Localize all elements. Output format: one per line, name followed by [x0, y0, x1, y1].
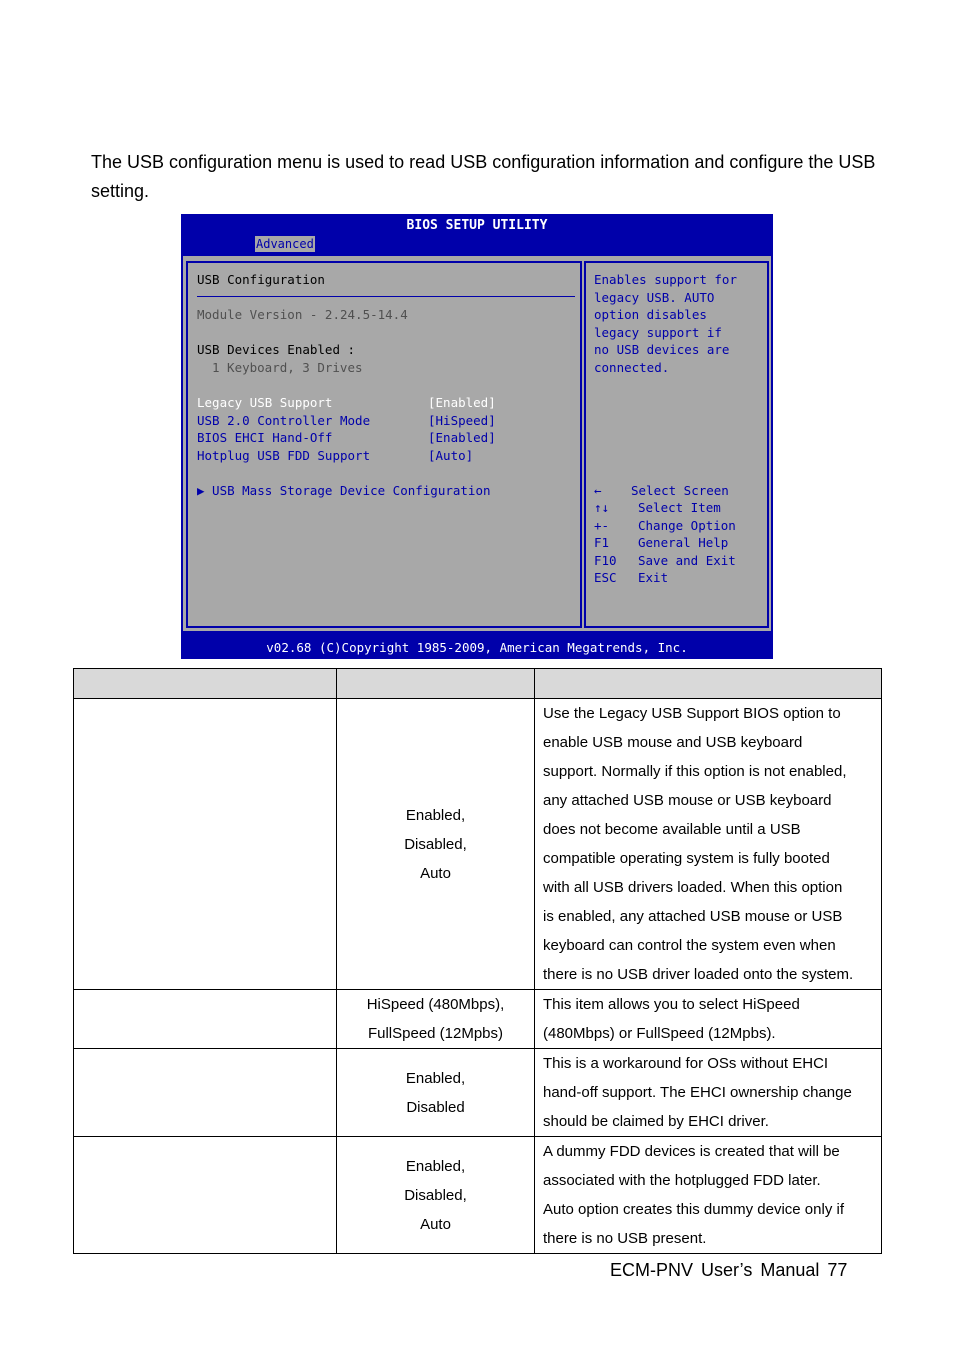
item-cell: [74, 1137, 337, 1254]
description-line: Use the Legacy USB Support BIOS option to: [543, 705, 841, 722]
description-cell: [535, 1137, 882, 1254]
section-divider: [197, 296, 575, 297]
key-esc: ESC: [594, 570, 617, 585]
description-cell: [535, 699, 882, 990]
option-value: FullSpeed (12Mpbs): [367, 1025, 504, 1042]
description-line: with all USB drivers loaded. When this option: [543, 879, 843, 896]
key-left-right-icon: ←: [594, 483, 602, 498]
item-cell: [74, 990, 337, 1049]
option-value: Disabled: [406, 1098, 465, 1116]
help-line: legacy USB. AUTO: [594, 290, 715, 305]
key-f1: F1: [594, 535, 610, 550]
description-line: keyboard can control the system even when: [543, 937, 836, 954]
description-line: should be claimed by EHCI driver.: [543, 1113, 769, 1130]
help-line: option disables: [594, 307, 707, 322]
bios-screenshot: [181, 214, 773, 659]
description-line: A dummy FDD devices is created that will be: [543, 1143, 840, 1160]
section-title: USB Configuration: [197, 272, 325, 287]
description-line: does not become available until a USB: [543, 821, 801, 838]
table-header-cell: [74, 669, 337, 699]
description-cell: [535, 1049, 882, 1137]
description-line: associated with the hotplugged FDD later.: [543, 1172, 821, 1189]
options-cell: [337, 699, 535, 990]
help-line: no USB devices are: [594, 342, 730, 357]
usb-devices-label: USB Devices Enabled :: [197, 342, 356, 357]
description-line: there is no USB driver loaded onto the system.: [543, 966, 854, 983]
submenu-usb-mass-storage[interactable]: ▶ USB Mass Storage Device Configuration: [197, 483, 491, 498]
table-header-cell: [535, 669, 882, 699]
bios-title: BIOS SETUP UTILITY: [406, 218, 548, 233]
key-action: Exit: [638, 570, 669, 585]
page-footer: ECM-PNV User’s Manual 77: [610, 1260, 848, 1280]
options-cell: [337, 1049, 535, 1137]
menu-item-hotplug-usb-fdd[interactable]: Hotplug USB FDD Support: [197, 448, 371, 463]
description-line: compatible operating system is fully booted: [543, 850, 830, 867]
tab-advanced[interactable]: Advanced: [256, 237, 314, 251]
module-version: Module Version - 2.24.5-14.4: [197, 307, 408, 322]
description-line: hand-off support. The EHCI ownership change: [543, 1084, 852, 1101]
options-table: [73, 668, 882, 1254]
description-line: (480Mbps) or FullSpeed (12Mpbs).: [543, 1025, 776, 1042]
bios-help-panel: [584, 261, 769, 628]
menu-value-legacy-usb-support[interactable]: [Enabled]: [428, 395, 496, 410]
option-value: Enabled,: [405, 806, 466, 824]
menu-value-usb-controller-mode[interactable]: [HiSpeed]: [428, 413, 496, 428]
menu-value-hotplug-usb-fdd[interactable]: [Auto]: [428, 448, 474, 463]
key-plus-minus: +-: [594, 518, 610, 533]
table-row: [74, 699, 882, 990]
key-action: Select Item: [638, 500, 721, 515]
description-line: Auto option creates this dummy device only if: [543, 1201, 844, 1218]
key-action: Change Option: [638, 518, 736, 533]
key-action: General Help: [638, 535, 729, 550]
key-up-down-icon: ↑↓: [594, 500, 610, 515]
option-value: Disabled,: [404, 835, 467, 853]
description-cell: [535, 990, 882, 1049]
usb-devices-value: 1 Keyboard, 3 Drives: [212, 360, 363, 375]
menu-item-bios-ehci-hand-off[interactable]: BIOS EHCI Hand-Off: [197, 430, 333, 445]
option-value: HiSpeed (480Mbps),: [366, 996, 505, 1013]
key-action: Save and Exit: [638, 553, 736, 568]
help-line: Enables support for: [594, 272, 737, 287]
menu-value-bios-ehci-hand-off[interactable]: [Enabled]: [428, 430, 496, 445]
option-value: Enabled,: [405, 1157, 466, 1175]
intro-paragraph: The USB configuration menu is used to read USB configuration information and configure the USB setting.: [91, 152, 876, 201]
option-value: Enabled,: [405, 1069, 466, 1087]
item-cell: [74, 1049, 337, 1137]
key-f10: F10: [594, 553, 617, 568]
help-line: legacy support if: [594, 325, 722, 340]
bios-body: [183, 256, 771, 631]
key-action: Select Screen: [631, 483, 729, 498]
option-value: Auto: [420, 1215, 451, 1233]
option-value: Disabled,: [404, 1186, 467, 1204]
table-header-cell: [337, 669, 535, 699]
options-cell: [337, 990, 535, 1049]
menu-item-usb-controller-mode[interactable]: USB 2.0 Controller Mode: [197, 413, 371, 428]
bios-copyright: v02.68 (C)Copyright 1985-2009, American Megatrends, Inc.: [266, 640, 688, 655]
description-line: This is a workaround for OSs without EHCI: [543, 1055, 829, 1072]
table-row: [74, 1137, 882, 1254]
bios-tab-bar: [181, 235, 773, 253]
options-cell: [337, 1137, 535, 1254]
table-header-row: [74, 669, 882, 699]
option-value: Auto: [420, 864, 451, 882]
description-line: is enabled, any attached USB mouse or USB: [543, 908, 843, 925]
table-row: [74, 1049, 882, 1137]
description-line: support. Normally if this option is not enabled,: [543, 763, 847, 780]
bios-main-panel: [186, 261, 582, 628]
description-line: This item allows you to select HiSpeed: [543, 996, 800, 1013]
menu-item-legacy-usb-support[interactable]: Legacy USB Support: [197, 395, 333, 410]
description-line: enable USB mouse and USB keyboard: [543, 734, 803, 751]
description-line: there is no USB present.: [543, 1230, 707, 1247]
description-line: any attached USB mouse or USB keyboard: [543, 792, 832, 809]
item-cell: [74, 699, 337, 990]
table-row: [74, 990, 882, 1049]
help-line: connected.: [594, 360, 670, 375]
